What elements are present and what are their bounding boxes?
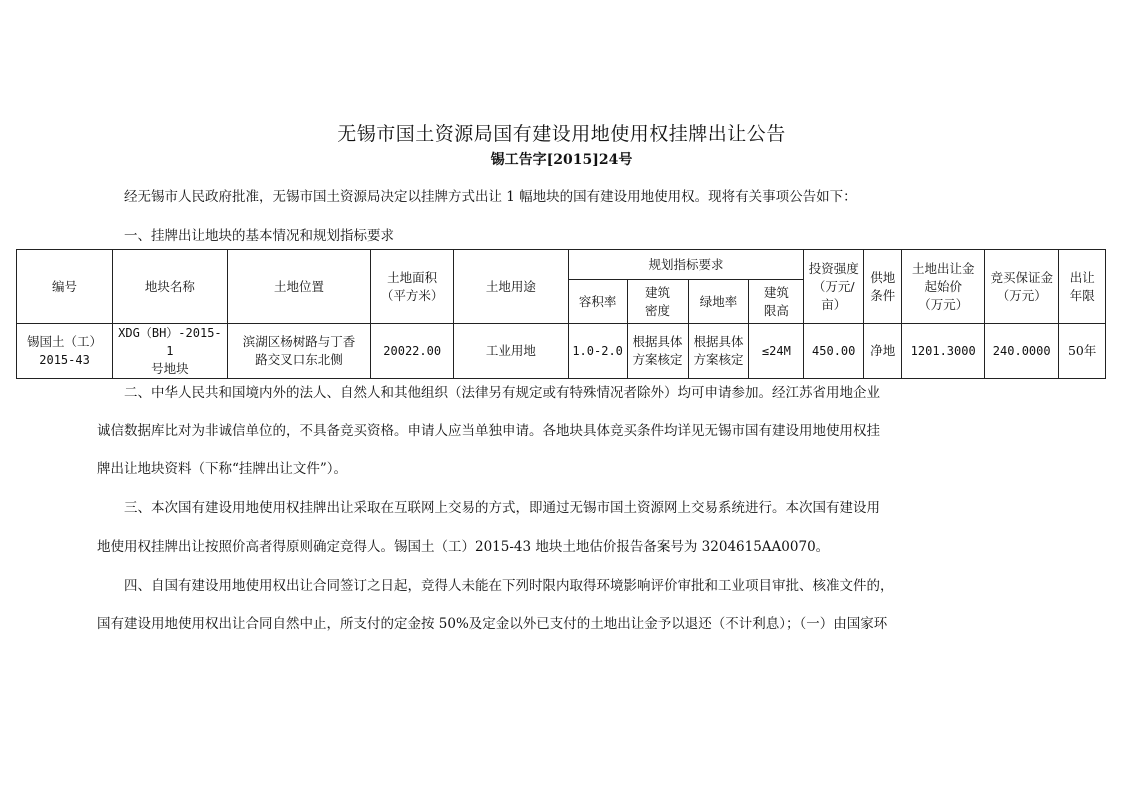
cell-height-limit: ≤24M (749, 324, 804, 379)
document-number: 锡工告字[2015]24号 (490, 152, 633, 168)
cell-land-use: 工业用地 (454, 324, 569, 379)
header-floor-area-ratio: 容积率 (568, 280, 627, 324)
header-term: 出让 年限 (1059, 250, 1106, 324)
header-planning-requirements: 规划指标要求 (568, 250, 804, 280)
section-4-line-2: 国有建设用地使用权出让合同自然中止，所支付的定金按 50%及定金以外已支付的土地出让金予以退还（不计利息）；（一）由国家环 (97, 616, 888, 632)
header-supply-condition: 供地 条件 (864, 250, 902, 324)
section-1-heading: 一、挂牌出让地块的基本情况和规划指标要求 (124, 228, 394, 244)
cell-green-ratio: 根据具体 方案核定 (688, 324, 749, 379)
header-location: 土地位置 (227, 250, 371, 324)
cell-deposit: 240.0000 (985, 324, 1059, 379)
cell-code: 锡国土（工） 2015-43 (17, 324, 113, 379)
section-2-line-1: 二、中华人民共和国境内外的法人、自然人和其他组织（法律另有规定或有特殊情况者除外）均可申请参加。经江苏省用地企业 (124, 385, 880, 401)
cell-building-density: 根据具体 方案核定 (627, 324, 688, 379)
cell-starting-price: 1201.3000 (902, 324, 985, 379)
cell-area: 20022.00 (371, 324, 454, 379)
section-4-line-1: 四、自国有建设用地使用权出让合同签订之日起，竞得人未能在下列时限内取得环境影响评价审批和工业项目审批、核准文件的， (124, 578, 894, 594)
header-starting-price: 土地出让金 起始价 （万元） (902, 250, 985, 324)
header-parcel-name: 地块名称 (113, 250, 228, 324)
header-investment-intensity: 投资强度 （万元/ 亩） (804, 250, 864, 324)
cell-location: 滨湖区杨树路与丁香 路交叉口东北侧 (227, 324, 371, 379)
land-parcel-table (16, 249, 1106, 379)
header-area: 土地面积 （平方米） (371, 250, 454, 324)
header-land-use: 土地用途 (454, 250, 569, 324)
section-3-line-2: 地使用权挂牌出让按照价高者得原则确定竞得人。锡国土（工）2015-43 地块土地估价报告备案号为 3204615AA0070。 (97, 539, 830, 555)
table-row (17, 324, 1106, 379)
section-2-line-2: 诚信数据库比对为非诚信单位的，不具备竞买资格。申请人应当单独申请。各地块具体竞买条件均详见无锡市国有建设用地使用权挂 (97, 423, 880, 439)
header-deposit: 竞买保证金 （万元） (985, 250, 1059, 324)
section-3-line-1: 三、本次国有建设用地使用权挂牌出让采取在互联网上交易的方式，即通过无锡市国土资源网上交易系统进行。本次国有建设用 (124, 500, 880, 516)
header-height-limit: 建筑 限高 (749, 280, 804, 324)
cell-term: 50年 (1059, 324, 1106, 379)
header-code: 编号 (17, 250, 113, 324)
cell-supply-condition: 净地 (864, 324, 902, 379)
section-2-line-3: 牌出让地块资料（下称“挂牌出让文件”）。 (97, 461, 348, 477)
page-title: 无锡市国土资源局国有建设用地使用权挂牌出让公告 (337, 123, 786, 145)
cell-parcel-name: XDG（BH）-2015-1 号地块 (113, 324, 228, 379)
cell-investment-intensity: 450.00 (804, 324, 864, 379)
table-header-row (17, 250, 1106, 280)
cell-floor-area-ratio: 1.0-2.0 (568, 324, 627, 379)
header-green-ratio: 绿地率 (688, 280, 749, 324)
header-building-density: 建筑 密度 (627, 280, 688, 324)
intro-paragraph: 经无锡市人民政府批准，无锡市国土资源局决定以挂牌方式出让 1 幅地块的国有建设用地使用权。现将有关事项公告如下： (124, 189, 857, 205)
